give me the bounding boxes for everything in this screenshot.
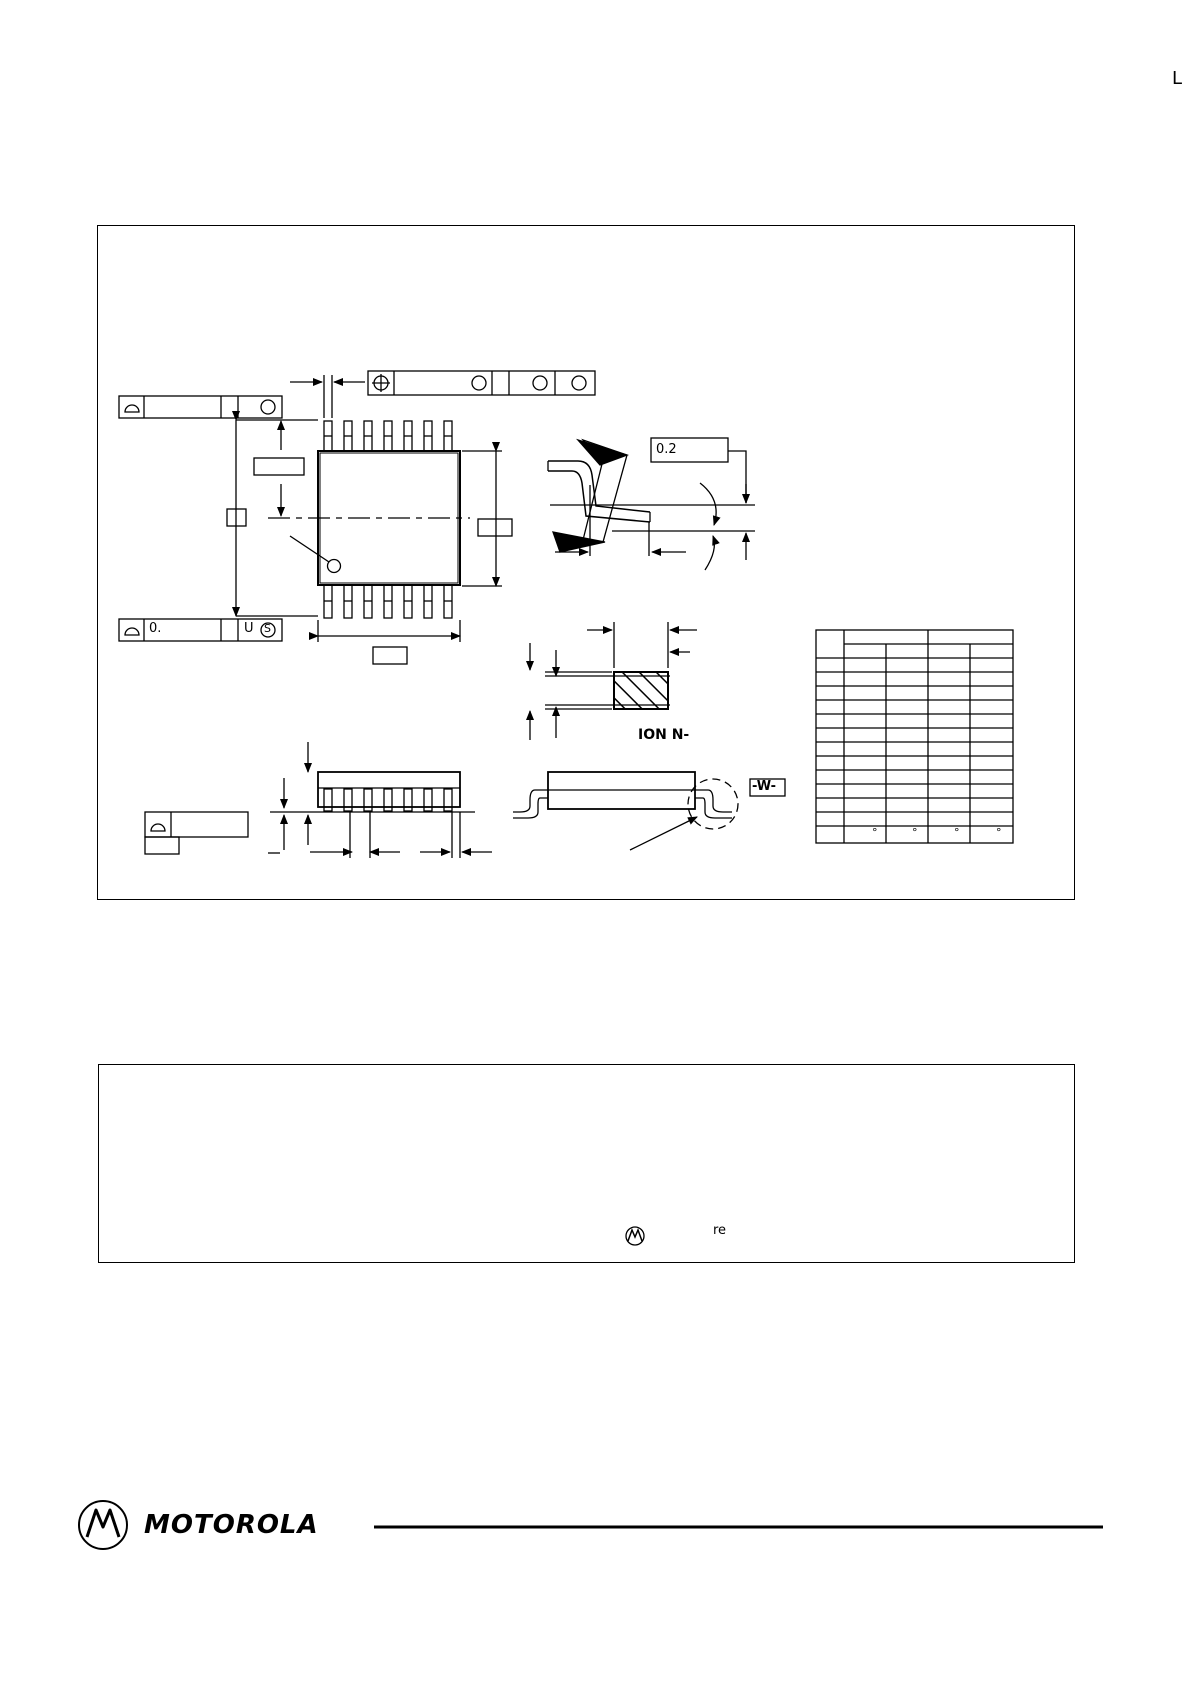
lead-detail bbox=[548, 438, 755, 570]
corner-mark: L bbox=[1172, 68, 1183, 89]
top-leads bbox=[324, 421, 452, 451]
lead-tolerance-value: 0.2 bbox=[656, 442, 677, 457]
motorola-batwing-icon bbox=[79, 1501, 127, 1549]
table-degree-3: ° bbox=[954, 826, 960, 839]
lower-datum-value: 0. bbox=[149, 621, 162, 636]
table-degree-4: ° bbox=[996, 826, 1002, 839]
feature-control-frames bbox=[119, 371, 595, 854]
trademark-suffix: re bbox=[713, 1223, 727, 1238]
dimension-table-grid bbox=[816, 630, 1013, 843]
motorola-small-logo-icon bbox=[626, 1227, 644, 1245]
section-view bbox=[530, 622, 697, 740]
side-view bbox=[268, 742, 492, 858]
datum-w-label: -W- bbox=[752, 779, 776, 794]
footer-brand: MOTOROLA bbox=[144, 1510, 319, 1540]
end-view bbox=[513, 772, 785, 850]
table-degree-2: ° bbox=[912, 826, 918, 839]
bottom-leads bbox=[324, 585, 452, 618]
lower-datum-letter: U bbox=[244, 621, 254, 636]
lower-datum-modifier: S bbox=[264, 622, 271, 635]
top-view bbox=[236, 375, 502, 642]
table-degree-1: ° bbox=[872, 826, 878, 839]
section-label: ION N- bbox=[638, 727, 690, 743]
